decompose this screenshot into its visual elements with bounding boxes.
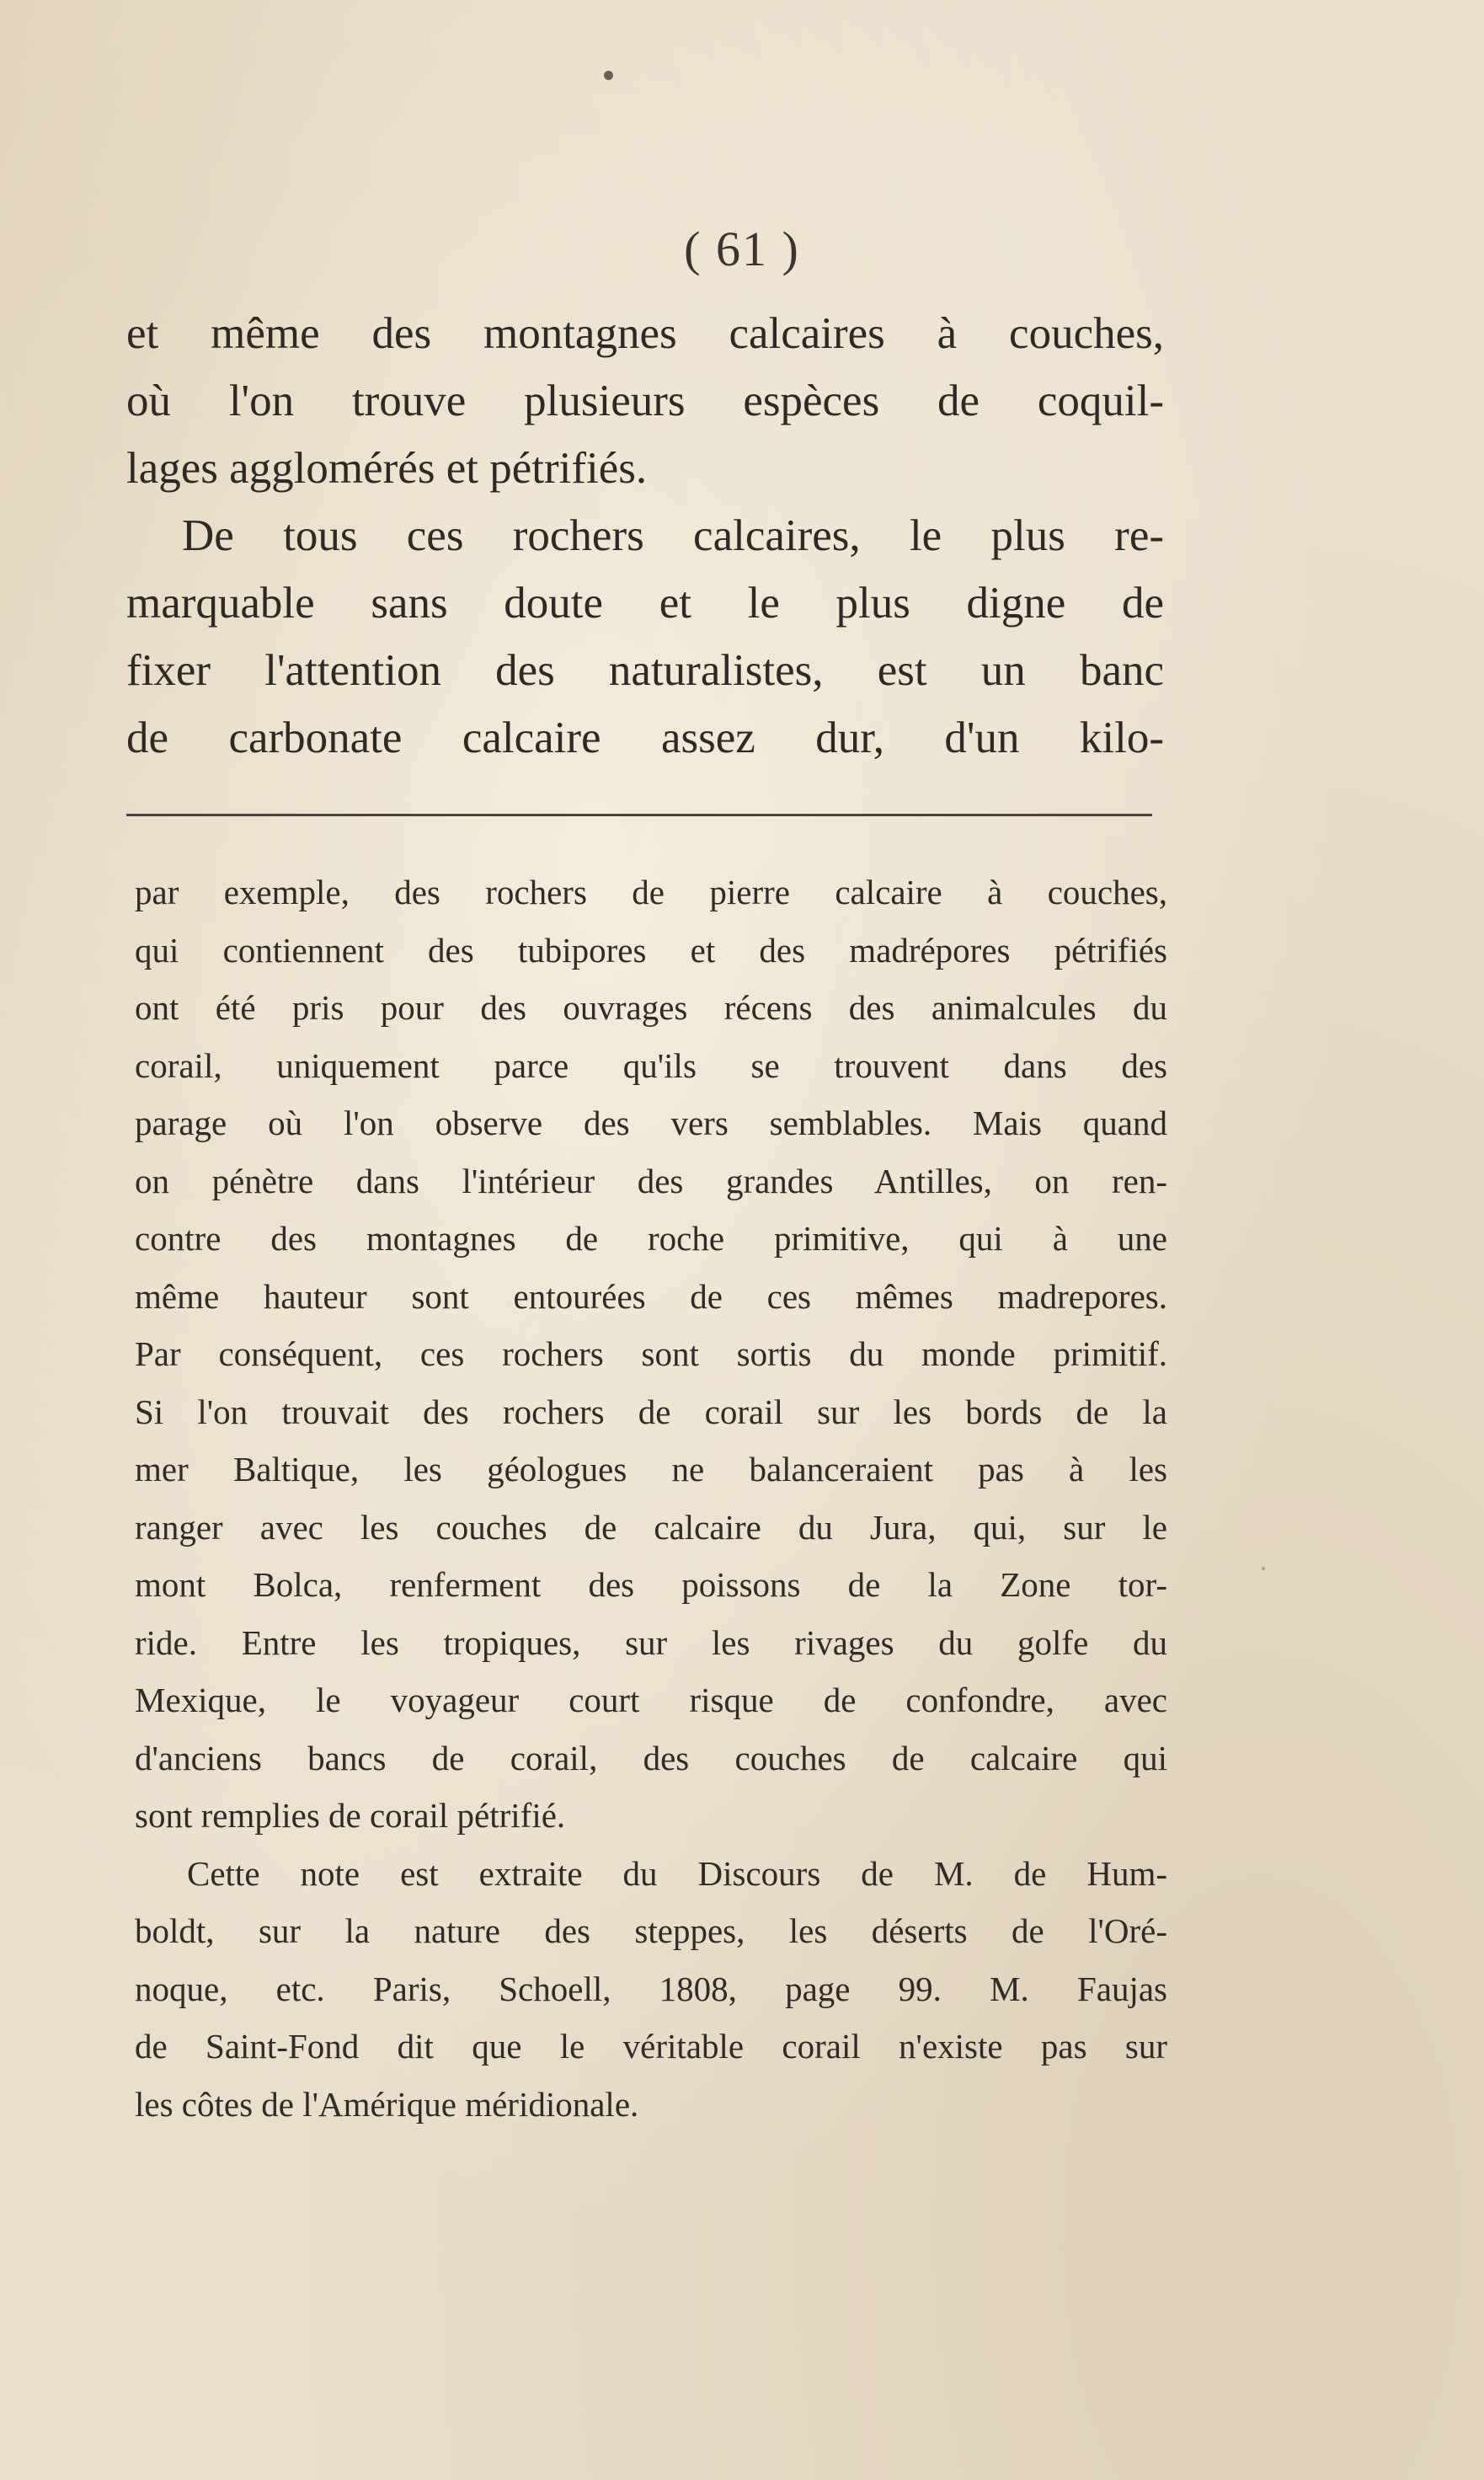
- footnote-line: on pénètre dans l'intérieur des grandes Antilles, on ren-: [135, 1161, 1167, 1200]
- text-line: De tous ces rochers calcaires, le plus re-: [182, 511, 1164, 560]
- footnote-line: mer Baltique, les géologues ne balanceraient pas à les: [135, 1450, 1167, 1489]
- footnote-line: sont remplies de corail pétrifié.: [135, 1796, 566, 1835]
- footnote-line: parage où l'on observe des vers semblables. Mais quand: [135, 1104, 1167, 1142]
- footnote-rule: [126, 814, 1152, 816]
- footnote-line: de Saint-Fond dit que le véritable corail n'existe pas sur: [135, 2027, 1167, 2066]
- text-line: et même des montagnes calcaires à couches,: [126, 309, 1164, 358]
- main-text: [126, 300, 1164, 772]
- text-line: où l'on trouve plusieurs espèces de coquil-: [126, 377, 1164, 425]
- footnote-line: corail, uniquement parce qu'ils se trouvent dans des: [135, 1045, 1167, 1085]
- footnote-line: d'anciens bancs de corail, des couches de calcaire qui: [135, 1738, 1167, 1777]
- footnote-line: qui contiennent des tubipores et des madrépores pétrifiés: [135, 930, 1167, 970]
- footnote-line: même hauteur sont entourées de ces mêmes madrepores.: [135, 1276, 1167, 1316]
- footnote-line: noque, etc. Paris, Schoell, 1808, page 99. M. Faujas: [135, 1969, 1167, 2008]
- footnote-line: par exemple, des rochers de pierre calcaire à couches,: [135, 873, 1167, 911]
- footnote-line: ranger avec les couches de calcaire du Jura, qui, sur le: [135, 1507, 1167, 1547]
- ink-spot: [1262, 1567, 1265, 1570]
- footnote: [135, 863, 1167, 2133]
- footnote-line: ride. Entre les tropiques, sur les rivages du golfe du: [135, 1622, 1167, 1662]
- footnote-line: Si l'on trouvait des rochers de corail sur les bords de la: [135, 1392, 1167, 1431]
- ink-spot: [604, 71, 613, 80]
- footnote-line: ont été pris pour des ouvrages récens des animalcules du: [135, 988, 1167, 1027]
- text-line: de carbonate calcaire assez dur, d'un kilo-: [126, 714, 1164, 762]
- footnote-line: Par conséquent, ces rochers sont sortis du monde primitif.: [135, 1334, 1167, 1373]
- footnote-line: boldt, sur la nature des steppes, les déserts de l'Oré-: [135, 1911, 1167, 1950]
- footnote-line: Mexique, le voyageur court risque de confondre, avec: [135, 1681, 1167, 1719]
- text-line: lages agglomérés et pétrifiés.: [126, 444, 648, 493]
- text-line: marquable sans doute et le plus digne de: [126, 579, 1164, 628]
- page-number: ( 61 ): [684, 222, 800, 276]
- footnote-line: Cette note est extraite du Discours de M. de Hum-: [187, 1853, 1167, 1893]
- text-line: fixer l'attention des naturalistes, est un banc: [126, 646, 1164, 695]
- footnote-line: contre des montagnes de roche primitive, qui à une: [135, 1219, 1167, 1258]
- footnote-line: mont Bolca, renferment des poissons de la Zone tor-: [135, 1565, 1167, 1604]
- footnote-line: les côtes de l'Amérique méridionale.: [135, 2084, 639, 2124]
